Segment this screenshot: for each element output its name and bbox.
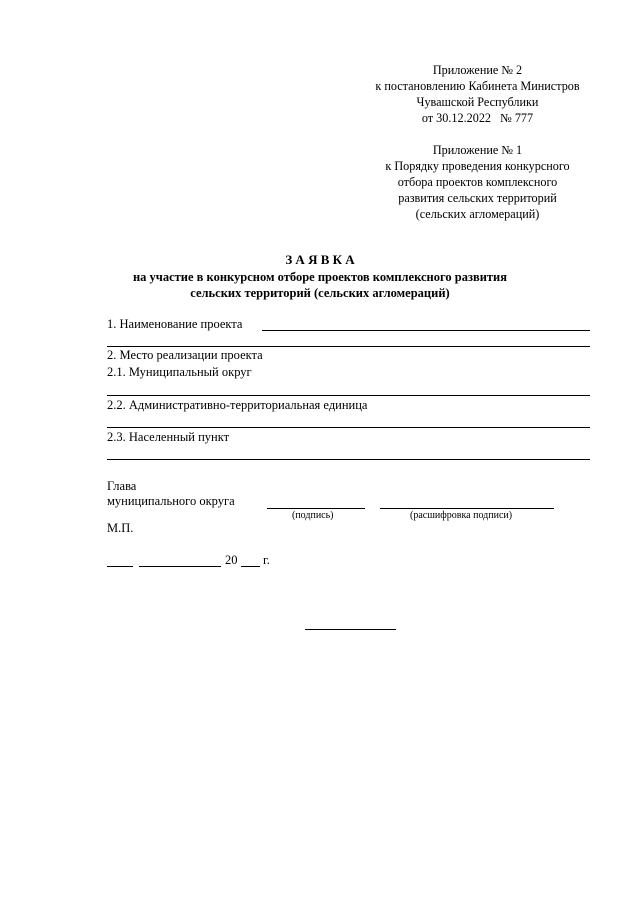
- appendix-1-order: к Порядку проведения конкурсного: [385, 159, 570, 173]
- head-label-line2: муниципального округа: [107, 494, 235, 508]
- appendix-2-number: Приложение № 2: [432, 63, 523, 77]
- signature-field[interactable]: [267, 508, 365, 509]
- project-location-label: 2. Место реализации проекта: [107, 348, 263, 362]
- document-title: З А Я В К А: [285, 252, 355, 267]
- appendix-2-republic: Чувашской Республики: [416, 95, 539, 109]
- project-name-field-line2[interactable]: [107, 346, 590, 347]
- admin-unit-field[interactable]: [107, 427, 590, 428]
- date-year-field[interactable]: [241, 566, 260, 567]
- signature-caption: (подпись): [292, 510, 334, 521]
- appendix-2-date: от 30.12.2022 № 777: [421, 111, 534, 125]
- appendix-2-block: [355, 62, 600, 126]
- municipal-district-field[interactable]: [107, 395, 590, 396]
- date-month-field[interactable]: [139, 566, 221, 567]
- appendix-2-resolution: к постановлению Кабинета Министров: [375, 79, 580, 93]
- settlement-field[interactable]: [107, 459, 590, 460]
- document-subtitle-line1: на участие в конкурсном отборе проектов комплексного развития: [132, 270, 508, 284]
- head-label-line1: Глава: [107, 479, 137, 493]
- settlement-label: 2.3. Населенный пункт: [107, 430, 230, 444]
- date-day-field[interactable]: [107, 566, 133, 567]
- stamp-label: М.П.: [107, 521, 134, 535]
- admin-unit-label: 2.2. Административно-территориальная единица: [107, 398, 368, 412]
- project-name-field[interactable]: [262, 330, 590, 331]
- document-subtitle-line2: сельских территорий (сельских агломераций): [190, 286, 450, 300]
- signature-decode-field[interactable]: [380, 508, 554, 509]
- appendix-1-block: [355, 142, 600, 222]
- signature-decode-caption: (расшифровка подписи): [410, 510, 513, 521]
- date-year-suffix: г.: [263, 553, 270, 567]
- appendix-1-development: развития сельских территорий: [398, 191, 557, 205]
- date-year-prefix: 20: [225, 553, 238, 567]
- appendix-1-selection: отбора проектов комплексного: [397, 175, 558, 189]
- project-name-label: 1. Наименование проекта: [107, 317, 243, 331]
- municipal-district-label: 2.1. Муниципальный округ: [107, 365, 252, 379]
- appendix-1-number: Приложение № 1: [432, 143, 523, 157]
- appendix-1-agglomerations: (сельских агломераций): [415, 207, 540, 221]
- closing-separator: [305, 629, 396, 630]
